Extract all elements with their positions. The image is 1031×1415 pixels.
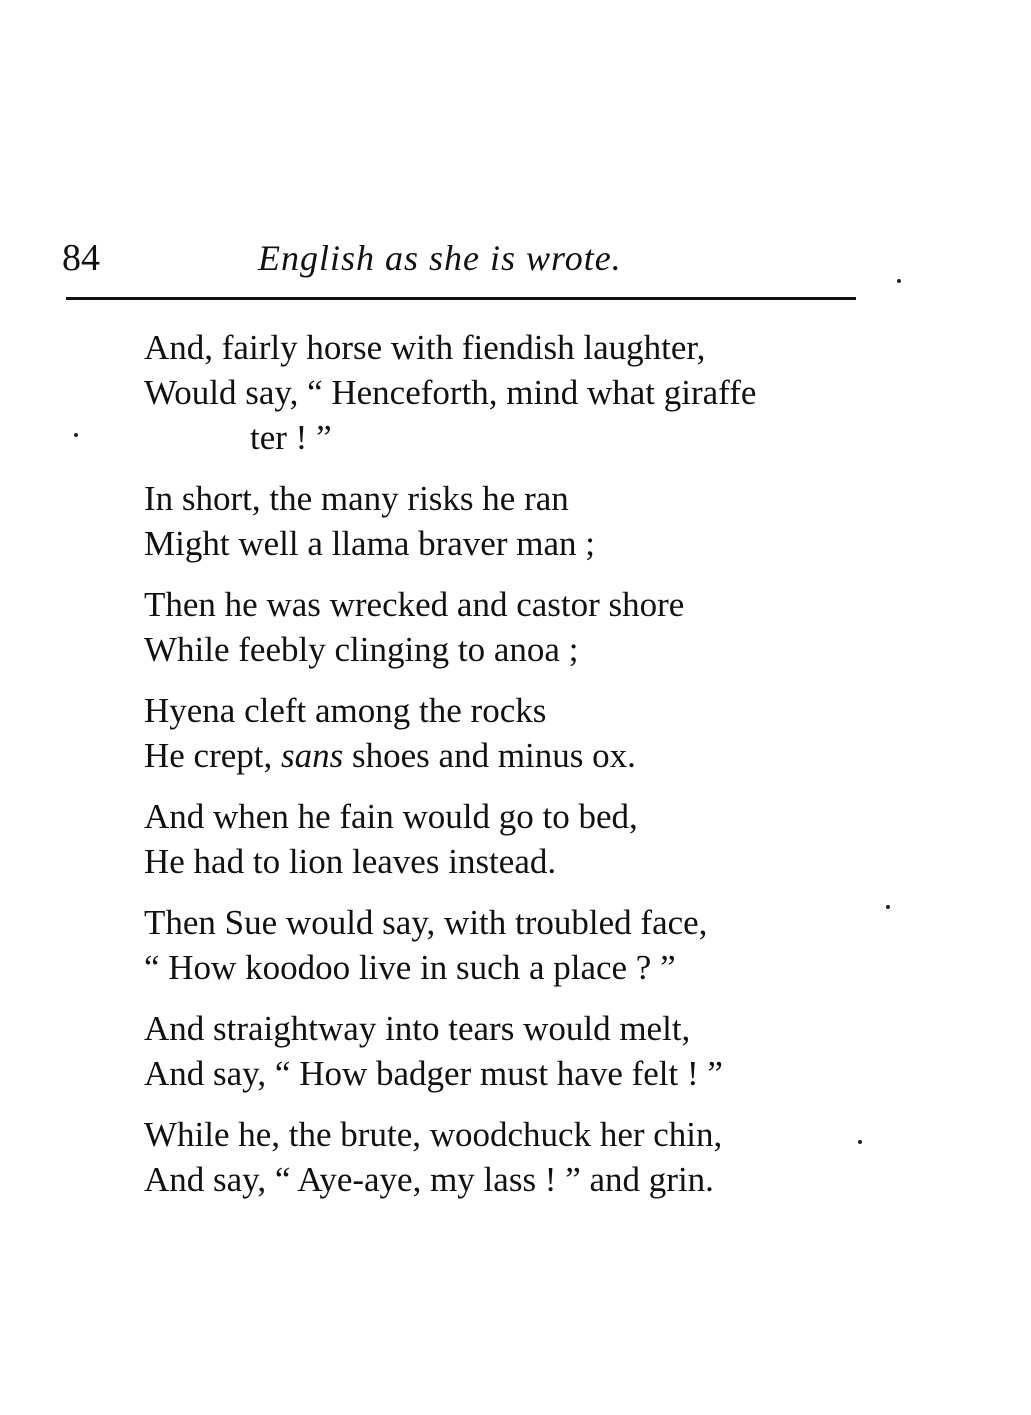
stanza xyxy=(144,1112,874,1202)
stanza xyxy=(144,900,874,990)
poem-line: While he, the brute, woodchuck her chin, xyxy=(144,1115,723,1154)
poem-line: While feebly clinging to anoa ; xyxy=(144,630,579,669)
stanza xyxy=(144,794,874,884)
stanza xyxy=(144,476,874,566)
poem-line: He crept, sans shoes and minus ox. xyxy=(144,736,636,775)
header-rule xyxy=(66,297,856,300)
poem-line: Then he was wrecked and castor shore xyxy=(144,585,685,624)
poem-line: Would say, “ Henceforth, mind what giraffe xyxy=(144,373,757,412)
poem-line: And when he fain would go to bed, xyxy=(144,797,638,836)
print-speck xyxy=(897,279,901,283)
poem-line: “ How koodoo live in such a place ? ” xyxy=(144,948,676,987)
poem-line: ter ! ” xyxy=(250,418,332,457)
poem-line: He had to lion leaves instead. xyxy=(144,842,557,881)
page-header xyxy=(62,233,862,283)
stanza xyxy=(144,1006,874,1096)
poem-line: And say, “ How badger must have felt ! ” xyxy=(144,1054,723,1093)
poem-body xyxy=(144,325,874,1218)
poem-line: Hyena cleft among the rocks xyxy=(144,691,547,730)
print-speck xyxy=(886,905,890,909)
poem-line: Then Sue would say, with troubled face, xyxy=(144,903,708,942)
poem-line: In short, the many risks he ran xyxy=(144,479,569,518)
stanza xyxy=(144,688,874,778)
print-speck xyxy=(858,1140,862,1144)
stanza xyxy=(144,582,874,672)
page-number: 84 xyxy=(62,237,100,279)
poem-line: And, fairly horse with fiendish laughter, xyxy=(144,328,706,367)
italic-word: sans xyxy=(281,736,344,775)
running-title: English as she is wrote. xyxy=(258,238,622,278)
stanza xyxy=(144,325,874,460)
poem-line: Might well a llama braver man ; xyxy=(144,524,595,563)
poem-line: And straightway into tears would melt, xyxy=(144,1009,691,1048)
poem-line: And say, “ Aye-aye, my lass ! ” and grin. xyxy=(144,1160,714,1199)
print-speck xyxy=(74,433,78,437)
